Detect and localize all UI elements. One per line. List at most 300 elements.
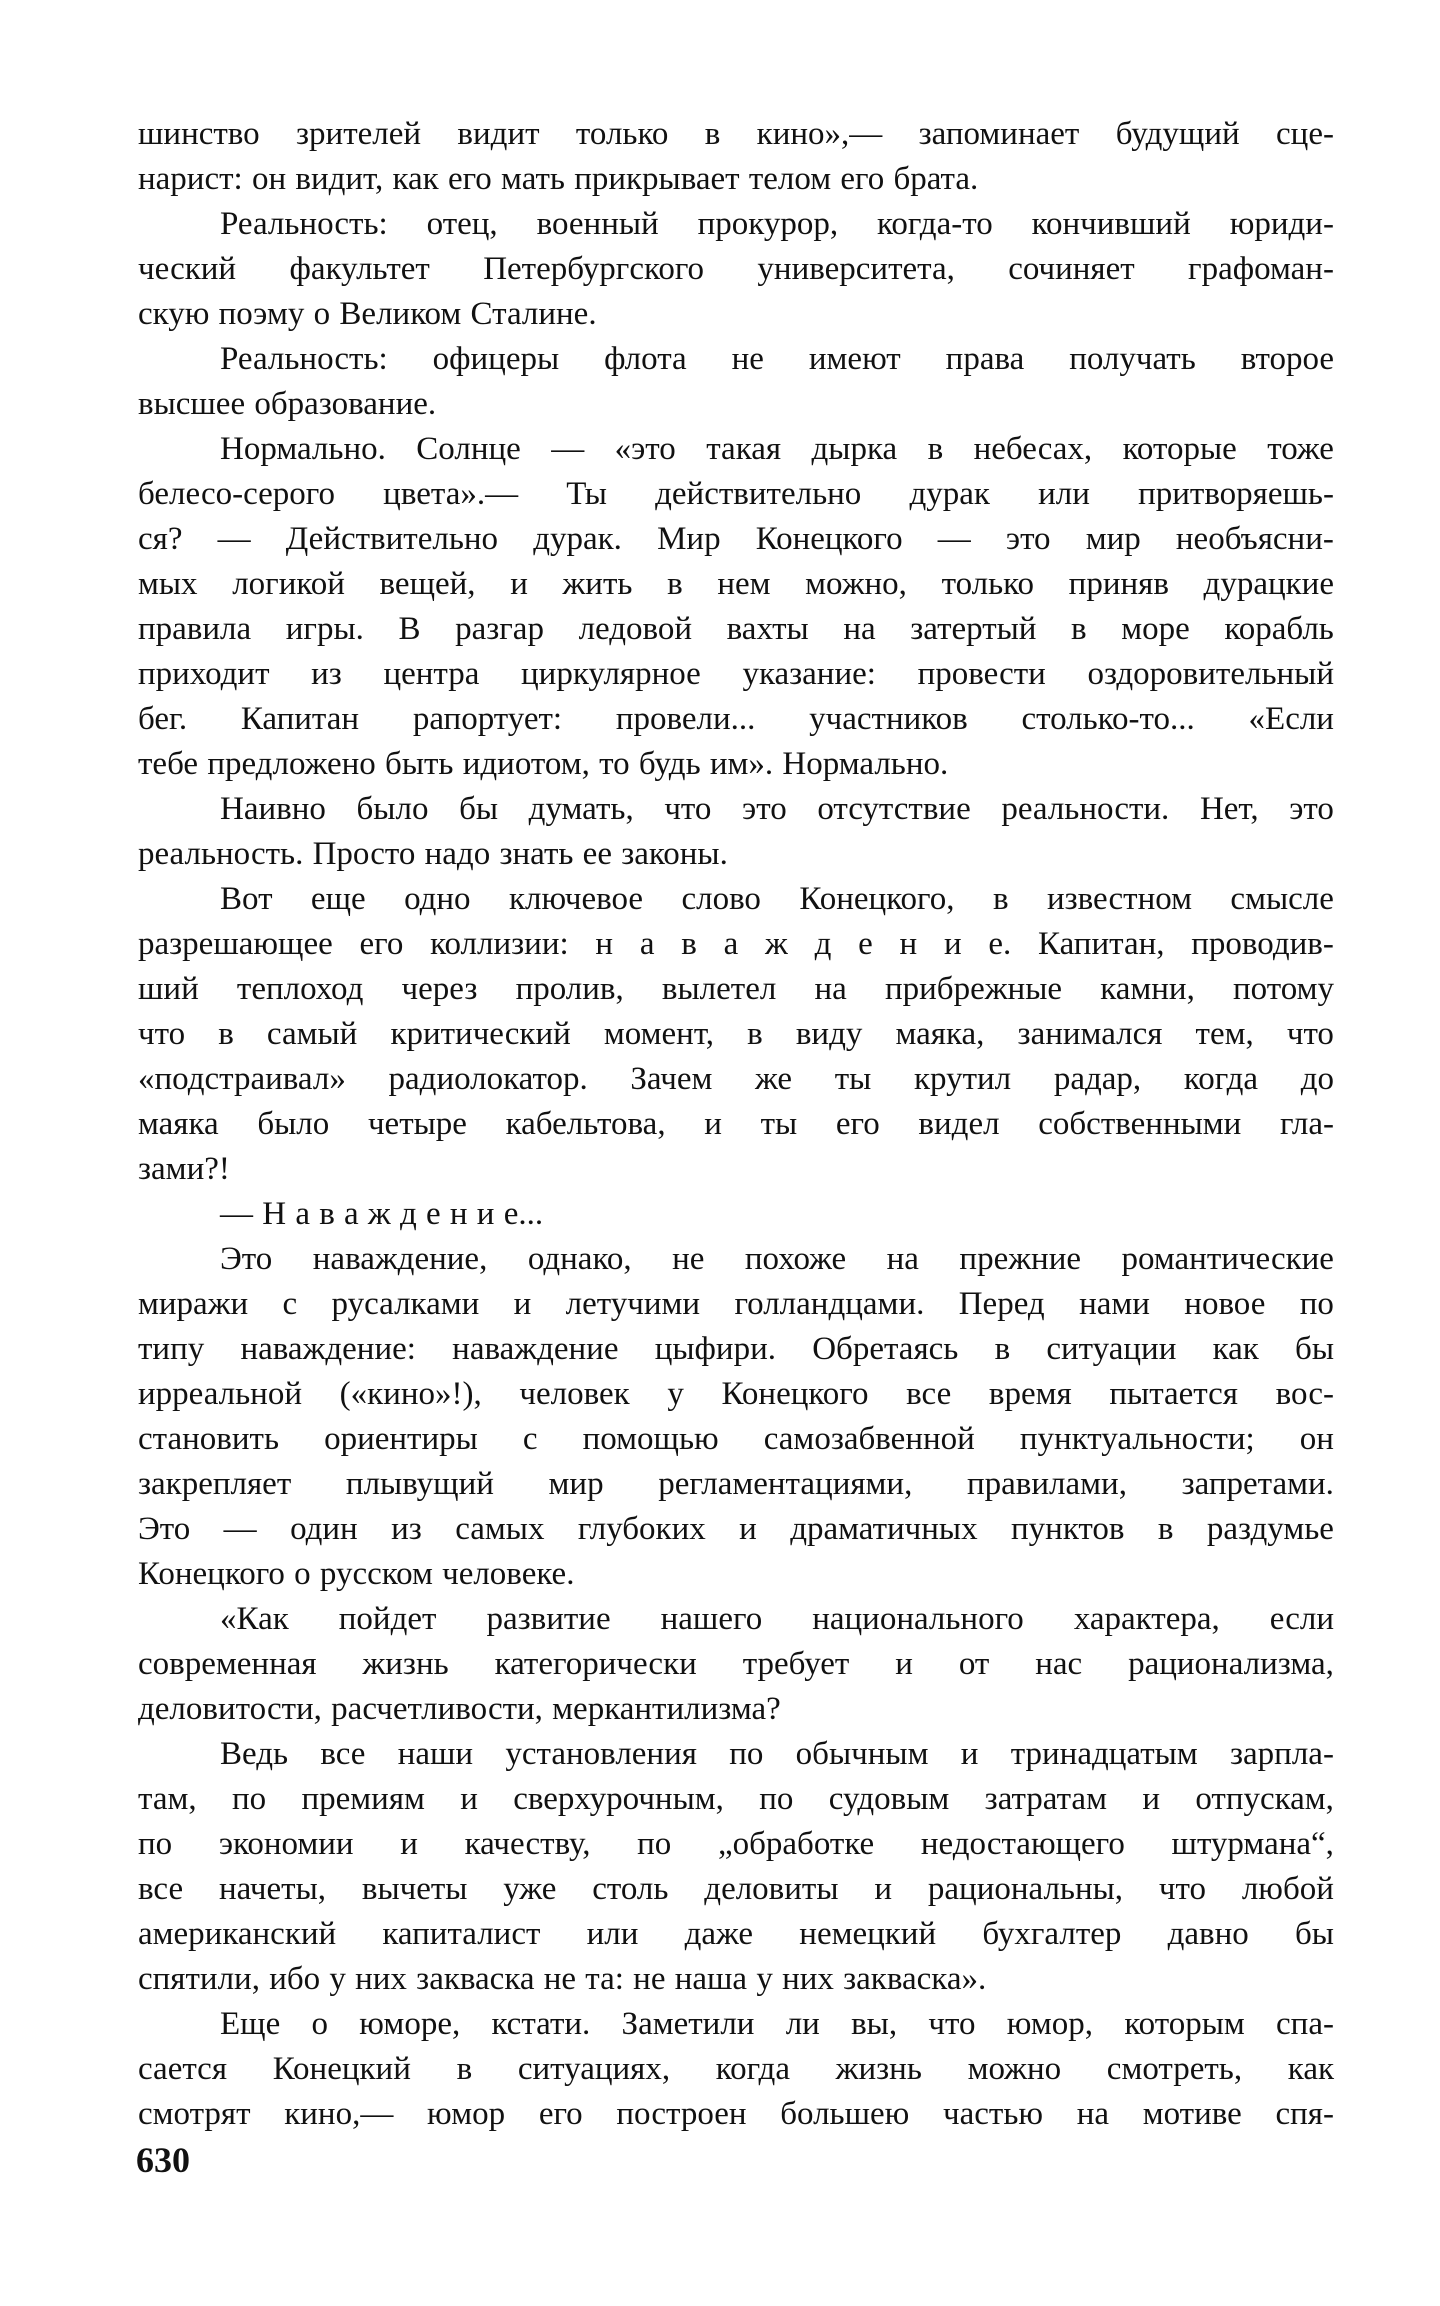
word: притворяешь-	[1138, 476, 1334, 512]
word: ся?	[138, 521, 183, 557]
word: а	[639, 926, 655, 962]
word: кино»,—	[756, 116, 883, 152]
word: а	[295, 1196, 310, 1232]
word: отпускам,	[1195, 1781, 1334, 1817]
word: им».	[709, 746, 774, 782]
word: ледовой	[578, 611, 693, 647]
word: Н	[262, 1196, 287, 1232]
text-line	[138, 2047, 1334, 2092]
word: бухгалтер	[982, 1916, 1122, 1952]
word: ориентиры	[324, 1421, 478, 1457]
word: ж	[765, 926, 788, 962]
word: пойдет	[338, 1601, 437, 1637]
word: одно	[404, 881, 471, 917]
word: с	[282, 1286, 298, 1322]
word: видел	[918, 1106, 1000, 1142]
word: ты	[834, 1061, 872, 1097]
word: идиотом,	[462, 746, 590, 782]
word: на	[886, 1241, 919, 1277]
word: через	[401, 971, 478, 1007]
word: по	[231, 1781, 267, 1817]
word: и	[704, 1106, 722, 1142]
word: видит	[457, 116, 540, 152]
word: второе	[1240, 341, 1334, 377]
word: оздоровительный	[1087, 656, 1334, 692]
word: в	[681, 926, 697, 962]
word: сце-	[1276, 116, 1334, 152]
word: уже	[503, 1871, 557, 1907]
word: национального	[812, 1601, 1024, 1637]
word: указание:	[742, 656, 876, 692]
word: рациональны,	[927, 1871, 1124, 1907]
word: поэму	[218, 296, 305, 332]
word: пролив,	[515, 971, 624, 1007]
word: отсутствие	[817, 791, 971, 827]
word: Действительно	[285, 521, 499, 557]
word: наша	[674, 1961, 748, 1997]
word: критический	[390, 1016, 571, 1052]
word: участников	[809, 701, 968, 737]
text-line	[138, 922, 1334, 967]
word: по	[637, 1826, 672, 1862]
word: —	[217, 521, 251, 557]
word: американский	[138, 1916, 337, 1952]
text-line	[138, 1372, 1334, 1417]
word: —	[937, 521, 971, 557]
word: ключевое	[508, 881, 644, 917]
word: центра	[383, 656, 480, 692]
word: Зачем	[630, 1061, 713, 1097]
word: на	[843, 611, 876, 647]
word: имеют	[808, 341, 901, 377]
word: что	[664, 791, 712, 827]
word: когда	[715, 2051, 790, 2087]
word: образование.	[254, 386, 437, 422]
word: романтические	[1121, 1241, 1334, 1277]
word: человеке.	[442, 1556, 575, 1592]
word: Нормально.	[220, 431, 386, 467]
word: миражи	[138, 1286, 249, 1322]
word: становить	[138, 1421, 279, 1457]
word: по	[729, 1736, 764, 1772]
word: н	[899, 926, 918, 962]
word: все	[138, 1871, 184, 1907]
word: рационализма,	[1128, 1646, 1334, 1682]
word: самый	[266, 1016, 358, 1052]
word: Великом	[339, 296, 462, 332]
word: Конецкого	[721, 1376, 869, 1412]
word: нас	[1035, 1646, 1083, 1682]
word: них	[782, 1961, 834, 1997]
word: юморе,	[359, 2006, 461, 2042]
word: сается	[138, 2051, 227, 2087]
word: запоминает	[918, 116, 1080, 152]
word: наши	[397, 1736, 474, 1772]
word: экономии	[218, 1826, 354, 1862]
word: зрителей	[296, 116, 422, 152]
word: на	[814, 971, 847, 1007]
text-line	[138, 607, 1334, 652]
word: Нормально.	[782, 746, 949, 782]
word: немецкий	[799, 1916, 937, 1952]
text-line	[138, 967, 1334, 1012]
word: даже	[684, 1916, 754, 1952]
word: радар,	[1053, 1061, 1142, 1097]
word: же	[755, 1061, 793, 1097]
word: время	[988, 1376, 1072, 1412]
word: летучими	[565, 1286, 701, 1322]
text-line	[138, 652, 1334, 697]
word: е.	[988, 926, 1012, 962]
word: и	[874, 1871, 893, 1907]
word: самых	[455, 1511, 545, 1547]
word: видит,	[295, 161, 384, 197]
word: регламентациями,	[658, 1466, 913, 1502]
word: бы	[1295, 1331, 1334, 1367]
text-line	[138, 427, 1334, 472]
word: крутил	[914, 1061, 1012, 1097]
text-line	[138, 1192, 1334, 1237]
word: кончивший	[1031, 206, 1191, 242]
word: смысле	[1230, 881, 1334, 917]
word: требует	[742, 1646, 850, 1682]
text-line	[138, 337, 1334, 382]
word: пытается	[1109, 1376, 1238, 1412]
word: телом	[748, 161, 832, 197]
word: ж	[367, 1196, 391, 1232]
text-line	[138, 742, 1334, 787]
word: ли	[785, 2006, 820, 2042]
word: давно	[1167, 1916, 1249, 1952]
word: действительно	[655, 476, 862, 512]
text-line	[138, 1237, 1334, 1282]
word: жизнь	[835, 2051, 922, 2087]
word: Петербургского	[483, 251, 705, 287]
word: —	[220, 1196, 253, 1232]
word: характера,	[1073, 1601, 1220, 1637]
word: рапортует:	[412, 701, 563, 737]
word: спя-	[1275, 2096, 1334, 2132]
word: получать	[1069, 341, 1196, 377]
word: наваждение:	[240, 1331, 416, 1367]
word: сочиняет	[1008, 251, 1135, 287]
word: и	[460, 1781, 478, 1817]
word: у	[756, 1961, 773, 1997]
word: русском	[319, 1556, 433, 1592]
word: у	[329, 1961, 346, 1997]
word: дурацкие	[1203, 566, 1334, 602]
word: и	[943, 926, 962, 962]
word: дырка	[811, 431, 898, 467]
word: это	[1005, 521, 1051, 557]
page-number: 630	[136, 2140, 190, 2180]
word: что	[138, 1016, 186, 1052]
word: и	[400, 1826, 418, 1862]
word: разрешающее	[138, 926, 333, 962]
text-line	[138, 517, 1334, 562]
word: ситуациях,	[517, 2051, 671, 2087]
word: виду	[795, 1016, 863, 1052]
word: маяка	[138, 1106, 219, 1142]
word: небесах,	[973, 431, 1093, 467]
word: самозабвенной	[763, 1421, 975, 1457]
word: там,	[138, 1781, 197, 1817]
word: тем,	[1195, 1016, 1254, 1052]
word: жизнь	[362, 1646, 449, 1682]
word: прокурор,	[697, 206, 839, 242]
word: будущий	[1115, 116, 1240, 152]
word: категорически	[494, 1646, 697, 1682]
word: из	[391, 1511, 422, 1547]
text-line	[138, 562, 1334, 607]
word: когда	[1183, 1061, 1259, 1097]
word: деловитости,	[138, 1691, 322, 1727]
word: по	[1299, 1286, 1334, 1322]
word: что	[1158, 1871, 1206, 1907]
word: глубоких	[577, 1511, 706, 1547]
word: законы.	[621, 836, 728, 872]
word: его	[359, 926, 404, 962]
word: ситуации	[1046, 1331, 1177, 1367]
word: прикрывает	[574, 161, 740, 197]
word: провести	[917, 656, 1046, 692]
text-line	[138, 1957, 1334, 2002]
word: было	[257, 1106, 330, 1142]
word: В	[398, 611, 421, 647]
word: Обретаясь	[812, 1331, 959, 1367]
word: проводив-	[1191, 926, 1334, 962]
word: нашего	[660, 1601, 763, 1637]
word: голландцами.	[734, 1286, 925, 1322]
word: тоже	[1267, 431, 1334, 467]
word: или	[586, 1916, 639, 1952]
word: Мир	[657, 521, 721, 557]
word: по	[138, 1826, 173, 1862]
word: о	[313, 296, 331, 332]
word: его	[538, 2096, 583, 2132]
word: которые	[1122, 431, 1237, 467]
word: ее	[582, 836, 612, 872]
word: цыфири.	[654, 1331, 776, 1367]
body-text	[138, 112, 1334, 2137]
word: то	[599, 746, 630, 782]
word: похоже	[744, 1241, 847, 1277]
word: отец,	[426, 206, 498, 242]
word: русалками	[331, 1286, 480, 1322]
word: „обработке	[717, 1826, 875, 1862]
word: с	[522, 1421, 538, 1457]
word: все	[320, 1736, 366, 1772]
text-line	[138, 1552, 1334, 1597]
text-line	[138, 832, 1334, 877]
word: («кино»!),	[339, 1376, 482, 1412]
word: он	[251, 161, 287, 197]
word: белесо-серого	[138, 476, 335, 512]
word: теплоход	[236, 971, 364, 1007]
word: —	[551, 431, 585, 467]
word: недостающего	[920, 1826, 1125, 1862]
word: что	[928, 2006, 976, 2042]
word: Просто	[312, 836, 416, 872]
word: что	[1286, 1016, 1334, 1052]
word: в	[747, 1016, 763, 1052]
word: мир	[1085, 521, 1141, 557]
word: современная	[138, 1646, 317, 1682]
word: ирреальной	[138, 1376, 302, 1412]
word: будь	[638, 746, 701, 782]
word: судовым	[828, 1781, 950, 1817]
word: провели...	[615, 701, 756, 737]
word: до	[1300, 1061, 1334, 1097]
text-line	[138, 1147, 1334, 1192]
word: момент,	[603, 1016, 715, 1052]
word: Капитан,	[1038, 926, 1165, 962]
word: Конецкого	[138, 1556, 285, 1592]
word: частью	[943, 2096, 1044, 2132]
word: юмор	[427, 2096, 506, 2132]
word: юмор,	[1006, 2006, 1094, 2042]
word: необъясни-	[1175, 521, 1334, 557]
word: нами	[1079, 1286, 1150, 1322]
word: правила	[138, 611, 252, 647]
word: е...	[503, 1196, 544, 1232]
word: в	[667, 566, 683, 602]
word: о	[294, 1556, 311, 1592]
text-line	[138, 1462, 1334, 1507]
word: кстати.	[491, 2006, 591, 2042]
word: юриди-	[1229, 206, 1334, 242]
word: по	[759, 1781, 794, 1817]
word: когда-то	[877, 206, 993, 242]
text-line	[138, 1417, 1334, 1462]
word: на	[1076, 2096, 1110, 2132]
word: ческий	[138, 251, 237, 287]
word: д	[399, 1196, 417, 1232]
word: столь	[592, 1871, 669, 1907]
word: маяка,	[895, 1016, 985, 1052]
word: закваска	[416, 1961, 535, 1997]
word: помощью	[582, 1421, 719, 1457]
word: наваждение,	[312, 1241, 488, 1277]
word: пунктуальности;	[1019, 1421, 1255, 1457]
word: цвета».—	[383, 476, 519, 512]
word: корабль	[1224, 611, 1334, 647]
word: и	[476, 1196, 495, 1232]
word: мать	[501, 161, 565, 197]
word: вещей,	[379, 566, 476, 602]
word: Реальность:	[220, 206, 388, 242]
word: игры.	[285, 611, 364, 647]
word: спа-	[1276, 2006, 1334, 2042]
word: гла-	[1280, 1106, 1334, 1142]
word: и	[739, 1511, 757, 1547]
word: Ты	[566, 476, 607, 512]
text-line	[138, 292, 1334, 337]
word: премиям	[301, 1781, 425, 1817]
word: шинство	[138, 116, 260, 152]
text-line	[138, 472, 1334, 517]
word: только	[941, 566, 1035, 602]
word: зами?!	[138, 1151, 230, 1187]
word: в	[1157, 1511, 1174, 1547]
word: было	[356, 791, 429, 827]
word: офицеры	[432, 341, 560, 377]
word: мых	[138, 566, 198, 602]
word: развитие	[486, 1601, 611, 1637]
word: можно,	[805, 566, 907, 602]
word: закрепляет	[138, 1466, 292, 1502]
word: Заметили	[621, 2006, 755, 2042]
word: Наивно	[220, 791, 326, 827]
word: циркулярное	[521, 656, 701, 692]
word: это	[742, 791, 787, 827]
text-line	[138, 247, 1334, 292]
word: Ведь	[220, 1736, 289, 1772]
text-line	[138, 1777, 1334, 1822]
word: деловиты	[704, 1871, 839, 1907]
word: и	[960, 1736, 979, 1772]
word: кабельтова,	[505, 1106, 666, 1142]
word: однако,	[527, 1241, 632, 1277]
word: университета,	[757, 251, 955, 287]
word: вылетел	[661, 971, 777, 1007]
word: если	[1269, 1601, 1334, 1637]
word: смотреть,	[1106, 2051, 1243, 2087]
word: «это	[614, 431, 676, 467]
word: это	[1289, 791, 1334, 827]
word: типу	[138, 1331, 205, 1367]
word: в	[992, 881, 1009, 917]
word: н	[449, 1196, 468, 1232]
word: Еще	[220, 2006, 281, 2042]
text-line	[138, 1057, 1334, 1102]
word: приходит	[138, 656, 270, 692]
word: разгар	[455, 611, 544, 647]
word: ибо	[269, 1961, 321, 1997]
text-line	[138, 1867, 1334, 1912]
word: графоман-	[1188, 251, 1334, 287]
word: один	[290, 1511, 358, 1547]
word: думать,	[528, 791, 634, 827]
text-line	[138, 697, 1334, 742]
word: в	[456, 2051, 473, 2087]
word: от	[958, 1646, 990, 1682]
word: человек	[519, 1376, 630, 1412]
word: вахты	[726, 611, 809, 647]
word: потому	[1233, 971, 1334, 1007]
word: у	[667, 1376, 684, 1412]
text-line	[138, 382, 1334, 427]
word: вос-	[1275, 1376, 1334, 1412]
text-line	[138, 157, 1334, 202]
word: новое	[1184, 1286, 1266, 1322]
word: столько-то...	[1021, 701, 1195, 737]
word: только	[575, 116, 669, 152]
word: ший	[138, 971, 199, 1007]
word: не	[543, 1961, 577, 1997]
word: известном	[1046, 881, 1192, 917]
text-line	[138, 1102, 1334, 1147]
word: спятили,	[138, 1961, 260, 1997]
word: начеты,	[218, 1871, 327, 1907]
word: меркантилизма?	[552, 1691, 781, 1727]
word: как	[392, 161, 439, 197]
word: слово	[681, 881, 761, 917]
word: жить	[562, 566, 633, 602]
word: зарпла-	[1229, 1736, 1334, 1772]
word: из	[311, 656, 342, 692]
word: вычеты	[361, 1871, 468, 1907]
